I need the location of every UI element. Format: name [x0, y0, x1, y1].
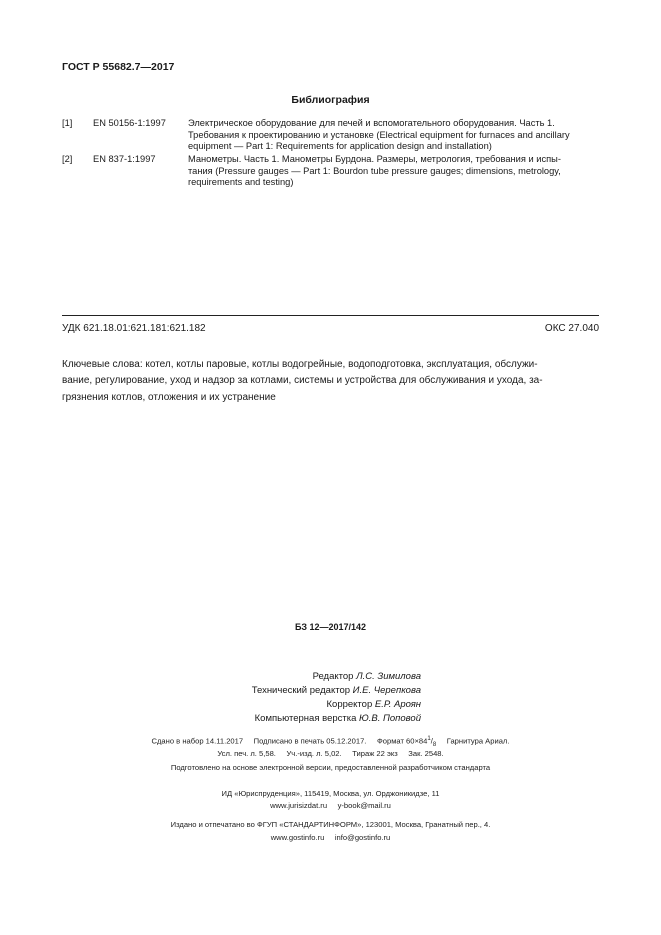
standard-designation: ГОСТ Р 55682.7—2017: [62, 61, 175, 73]
entry-line: Требования к проектированию и установке (Electrical equipment for furnaces and ancillary: [188, 129, 570, 140]
credit-proofreader: Корректор Е.Р. Ароян: [326, 699, 421, 710]
bz-number: БЗ 12—2017/142: [294, 622, 367, 632]
section-divider: [62, 315, 599, 316]
entry-description: [188, 154, 600, 189]
entry-line: тания (Pressure gauges — Part 1: Bourdon tube pressure gauges; dimensions, metrology,: [188, 165, 561, 176]
publisher-line: ИД «Юриспруденция», 115419, Москва, ул. Орджоникидзе, 11: [221, 789, 440, 798]
oks-code: ОКС 27.040: [544, 323, 599, 334]
credit-layout: Компьютерная верстка Ю.В. Поповой: [254, 713, 421, 724]
udk-code: УДК 621.18.01:621.181:621.182: [62, 323, 206, 334]
printer-contacts: www.gostinfo.ru info@gostinfo.ru: [270, 833, 391, 842]
printer-line: Издано и отпечатано во ФГУП «СТАНДАРТИНФОРМ», 123001, Москва, Гранатный пер., 4.: [170, 820, 491, 829]
imprint-line: Усл. печ. л. 5,58. Уч.-изд. л. 5,02. Тираж 22 экз Зак. 2548.: [217, 749, 444, 758]
credits-block: [200, 670, 421, 726]
keywords-line: Ключевые слова: котел, котлы паровые, котлы водогрейные, водоподготовка, эксплуатация, обслужи-: [62, 359, 538, 370]
imprint-line: Сдано в набор 14.11.2017 Подписано в печать 05.12.2017. Формат $60\times 84^1/_8$ Гарнитура Ариал.: [151, 736, 510, 749]
credit-editor: Редактор Л.С. Зимилова: [312, 671, 421, 682]
credit-tech-editor: Технический редактор И.Е. Черепкова: [251, 685, 421, 696]
bibliography-title: Библиография: [291, 94, 370, 106]
entry-description: [188, 118, 600, 153]
keywords-block: [62, 357, 599, 406]
entry-line: equipment — Part 1: Requirements for application design and installation): [188, 141, 492, 152]
entry-code: EN 50156-1:1997: [93, 118, 166, 128]
imprint-line: Подготовлено на основе электронной версии, предоставленной разработчиком стандарта: [170, 763, 491, 772]
entry-line: requirements and testing): [188, 177, 294, 188]
keywords-line: вание, регулирование, уход и надзор за котлами, системы и устройства для обслуживания и ухода, за-: [62, 375, 543, 387]
entry-number: [2]: [62, 154, 73, 164]
entry-line: Электрическое оборудование для печей и вспомогательного оборудования. Часть 1.: [188, 118, 555, 128]
publisher-contacts: www.jurisizdat.ru y-book@mail.ru: [270, 801, 391, 810]
entry-code: EN 837-1:1997: [93, 154, 156, 164]
entry-number: [1]: [62, 118, 73, 128]
entry-line: Манометры. Часть 1. Манометры Бурдона. Размеры, метрология, требования и испы-: [188, 154, 561, 164]
keywords-line: грязнения котлов, отложения и их устранение: [62, 391, 276, 403]
